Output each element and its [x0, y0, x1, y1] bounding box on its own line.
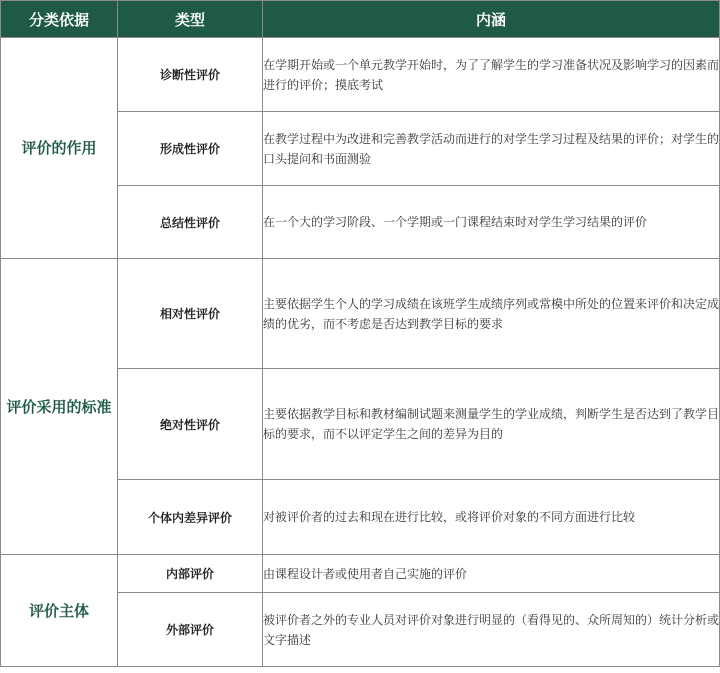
- type-formative: 形成性评价: [118, 112, 263, 186]
- category-subject: 评价主体: [1, 555, 118, 667]
- type-individual-difference: 个体内差异评价: [118, 480, 263, 555]
- header-row: [1, 1, 720, 38]
- category-standard: 评价采用的标准: [1, 259, 118, 555]
- table-row: [1, 555, 720, 593]
- type-diagnostic: 诊断性评价: [118, 38, 263, 112]
- type-internal: 内部评价: [118, 555, 263, 593]
- meaning-external: 被评价者之外的专业人员对评价对象进行明显的（看得见的、众所周知的）统计分析或文字描述: [263, 593, 720, 667]
- type-summative: 总结性评价: [118, 186, 263, 259]
- type-external: 外部评价: [118, 593, 263, 667]
- meaning-formative: 在教学过程中为改进和完善教学活动而进行的对学生学习过程及结果的评价；对学生的口头提问和书面测验: [263, 112, 720, 186]
- type-absolute: 绝对性评价: [118, 369, 263, 480]
- table-row: [1, 259, 720, 369]
- header-meaning: 内涵: [263, 1, 720, 38]
- meaning-diagnostic: 在学期开始或一个单元教学开始时，为了了解学生的学习准备状况及影响学习的因素而进行的评价；摸底考试: [263, 38, 720, 112]
- category-function: 评价的作用: [1, 38, 118, 259]
- header-basis: 分类依据: [1, 1, 118, 38]
- meaning-individual-difference: 对被评价者的过去和现在进行比较，或将评价对象的不同方面进行比较: [263, 480, 720, 555]
- meaning-relative: 主要依据学生个人的学习成绩在该班学生成绩序列或常模中所处的位置来评价和决定成绩的优劣，而不考虑是否达到教学目标的要求: [263, 259, 720, 369]
- table-row: [1, 38, 720, 112]
- meaning-internal: 由课程设计者或使用者自己实施的评价: [263, 555, 720, 593]
- type-relative: 相对性评价: [118, 259, 263, 369]
- meaning-absolute: 主要依据教学目标和教材编制试题来测量学生的学业成绩，判断学生是否达到了教学目标的要求，而不以评定学生之间的差异为目的: [263, 369, 720, 480]
- meaning-summative: 在一个大的学习阶段、一个学期或一门课程结束时对学生学习结果的评价: [263, 186, 720, 259]
- header-type: 类型: [118, 1, 263, 38]
